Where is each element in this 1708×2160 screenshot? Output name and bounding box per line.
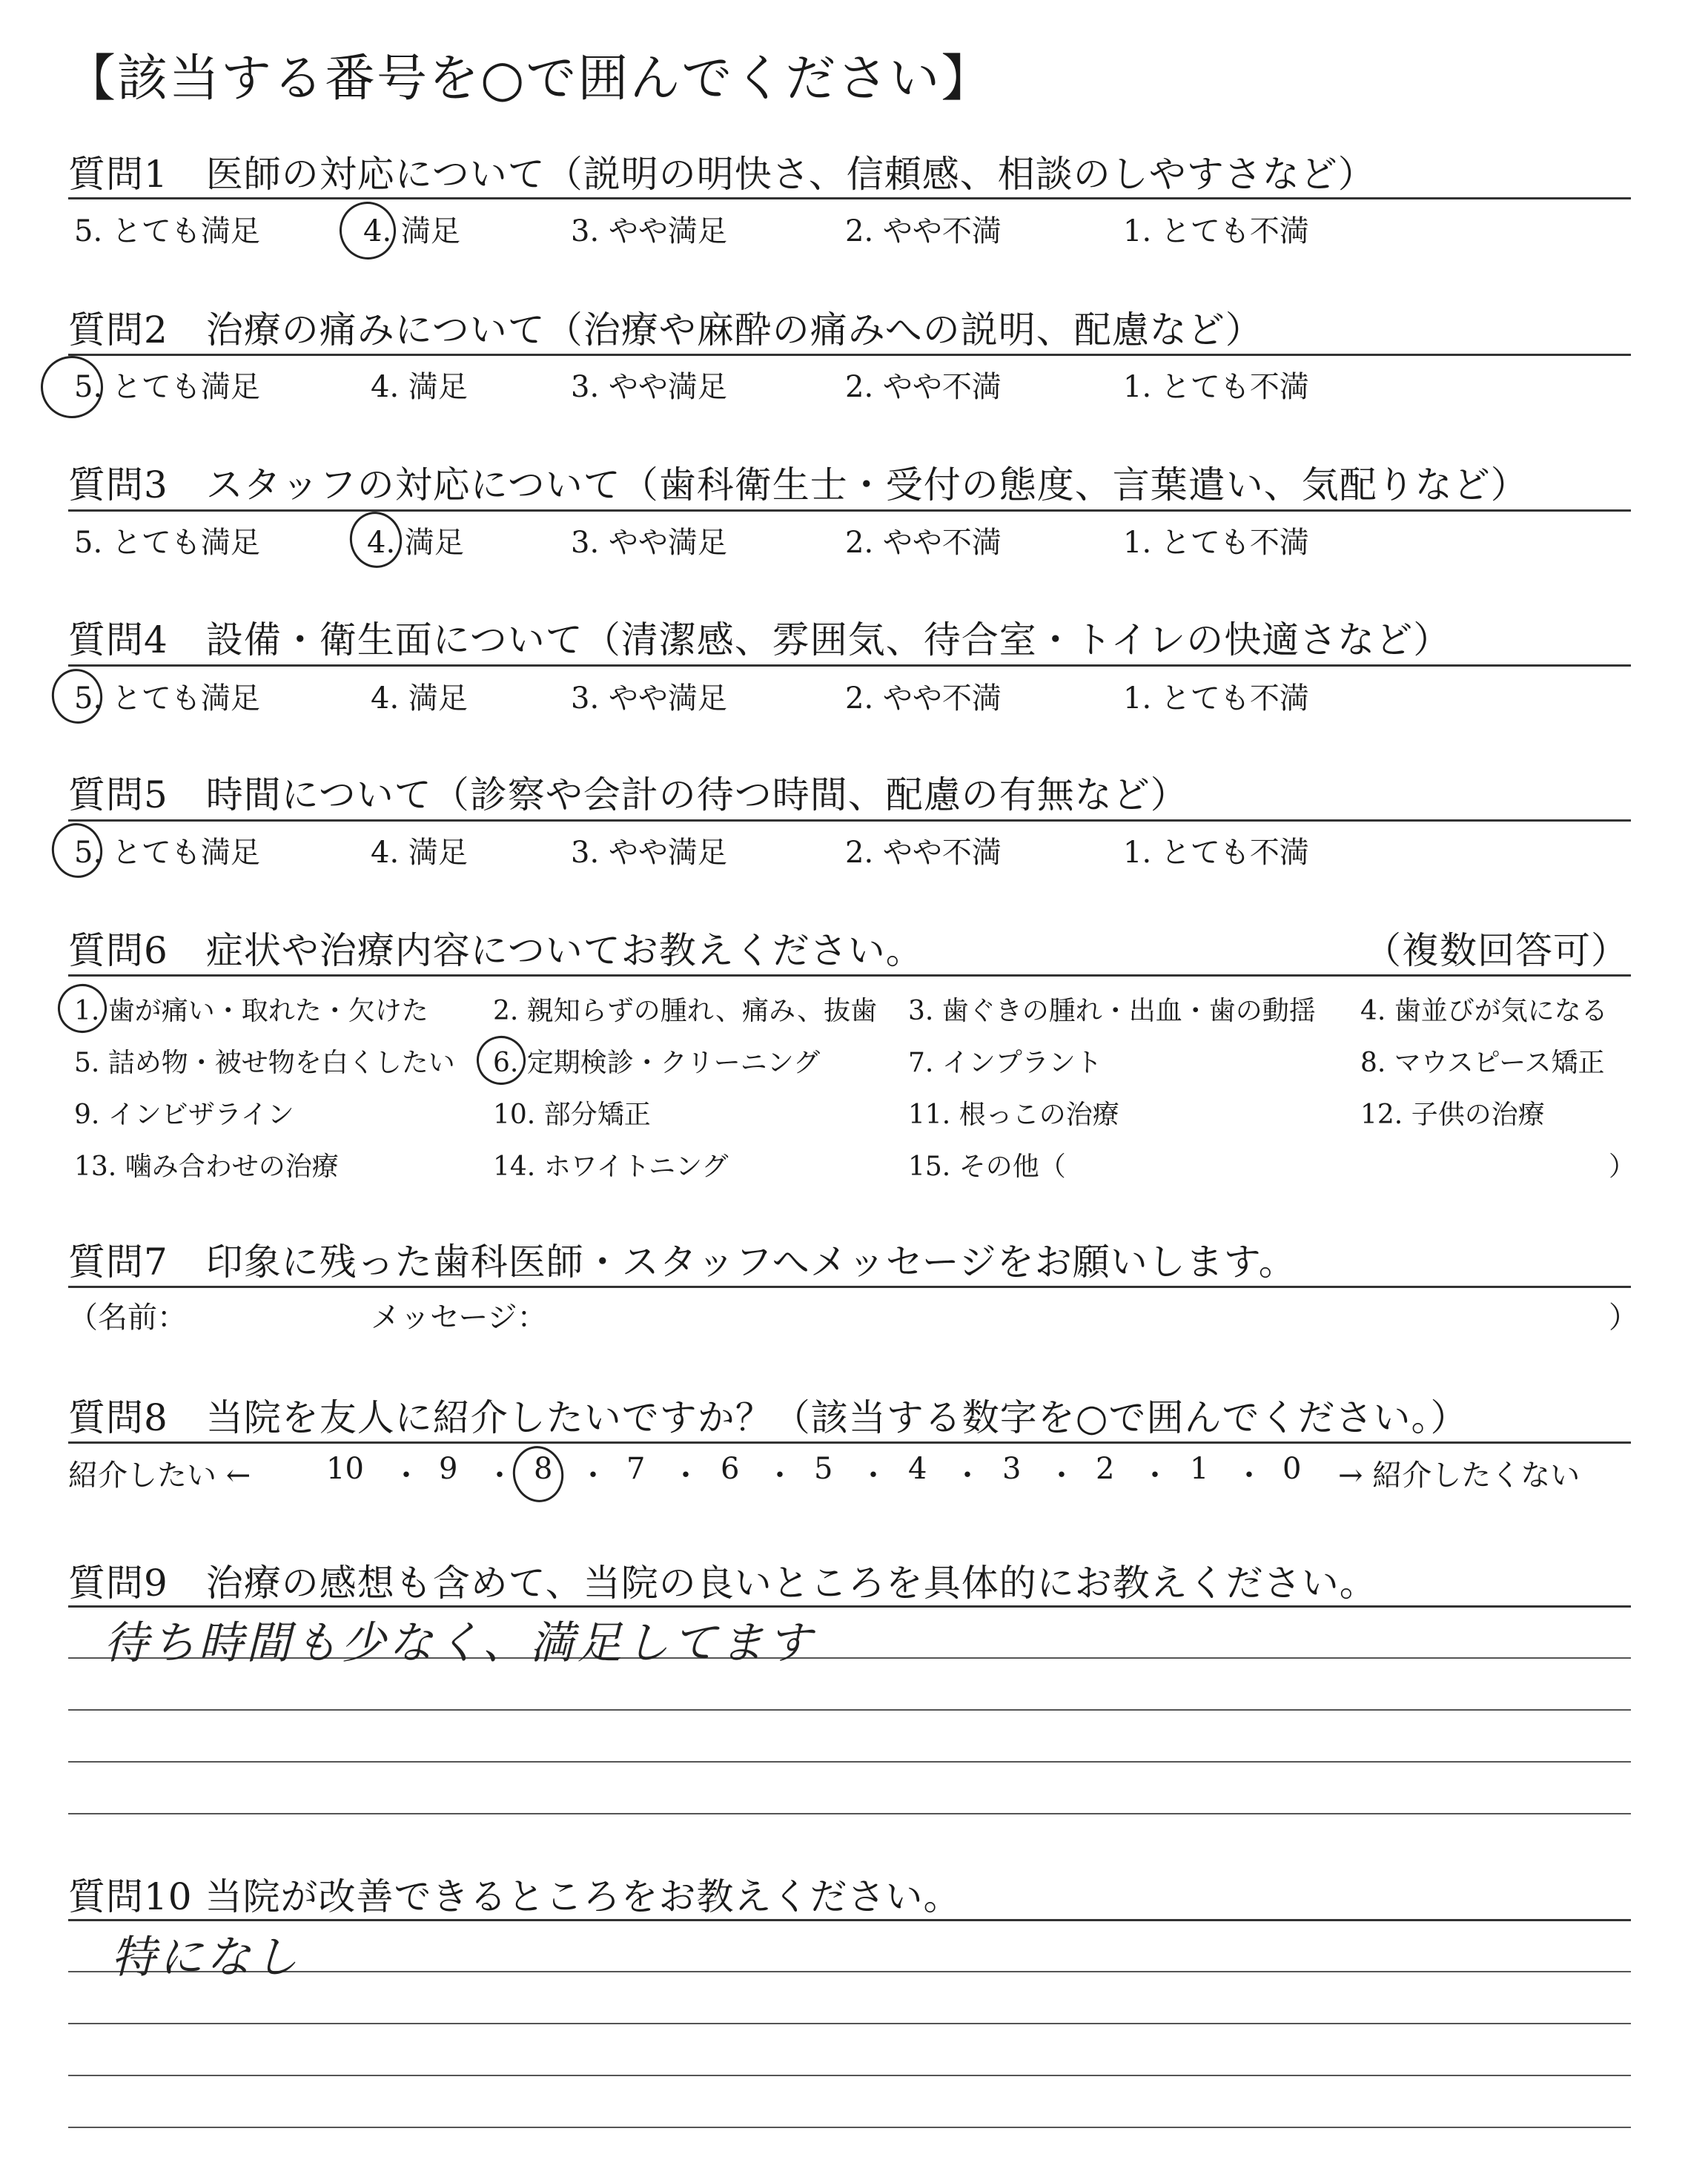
- q5-option-2[interactable]: 2. やや不満: [845, 836, 1002, 870]
- q10-handwritten-answer: 特になし: [111, 1932, 301, 1984]
- question-3-rule: [68, 509, 1631, 512]
- q8-scale-0[interactable]: 0: [1282, 1452, 1302, 1486]
- q8-separator: ・: [1234, 1459, 1264, 1493]
- q8-scale-3[interactable]: 3: [1002, 1452, 1022, 1486]
- q2-option-3[interactable]: 3. やや満足: [571, 370, 727, 404]
- question-7-rule: [68, 1286, 1631, 1288]
- q7-message-label: メッセージ：: [371, 1301, 547, 1335]
- question-2-title: 質問2 治療の痛みについて（治療や麻酔の痛みへの説明、配慮など）: [68, 308, 1263, 351]
- q8-scale-9[interactable]: 9: [439, 1452, 458, 1486]
- q6-option-2[interactable]: 2. 親知らずの腫れ、痛み、抜歯: [493, 996, 878, 1026]
- q6-option-5[interactable]: 5. 詰め物・被せ物を白くしたい: [74, 1048, 455, 1078]
- q3-option-1[interactable]: 1. とても不満: [1123, 526, 1309, 560]
- q8-separator: ・: [858, 1459, 888, 1493]
- q9-answer-line: [68, 1709, 1631, 1711]
- q4-option-4[interactable]: 4. 満足: [371, 681, 468, 716]
- q1-answer-circle: [334, 196, 402, 265]
- q8-separator: ・: [1140, 1459, 1170, 1493]
- q10-answer-line: [68, 1971, 1631, 1972]
- q7-close-paren: ）: [1609, 1301, 1638, 1335]
- q9-answer-line: [68, 1813, 1631, 1814]
- q8-scale-1[interactable]: 1: [1190, 1452, 1209, 1486]
- q4-option-1[interactable]: 1. とても不満: [1123, 681, 1309, 716]
- question-1-title: 質問1 医師の対応について（説明の明快さ、信頼感、相談のしやすさなど）: [68, 153, 1376, 196]
- question-1-rule: [68, 197, 1631, 199]
- q4-option-2[interactable]: 2. やや不満: [845, 681, 1002, 716]
- q1-option-3[interactable]: 3. やや満足: [571, 214, 727, 248]
- q8-scale-8[interactable]: 8: [534, 1452, 553, 1486]
- question-6-title: 質問6 症状や治療内容についてお教えください。: [68, 929, 924, 972]
- q8-answer-circle: [508, 1441, 569, 1507]
- question-8-rule: [68, 1441, 1631, 1444]
- q6-option-3[interactable]: 3. 歯ぐきの腫れ・出血・歯の動揺: [908, 996, 1316, 1026]
- q6-option-13[interactable]: 13. 噛み合わせの治療: [74, 1152, 339, 1182]
- question-6-rule: [68, 974, 1631, 977]
- q8-scale-7[interactable]: 7: [626, 1452, 646, 1486]
- q9-answer-line: [68, 1761, 1631, 1763]
- q1-option-5[interactable]: 5. とても満足: [74, 214, 260, 248]
- q3-option-2[interactable]: 2. やや不満: [845, 526, 1002, 560]
- q5-answer-circle: [47, 819, 107, 883]
- q6-option-14[interactable]: 14. ホワイトニング: [493, 1152, 729, 1182]
- q3-option-5[interactable]: 5. とても満足: [74, 526, 260, 560]
- q8-separator: ・: [1047, 1459, 1076, 1493]
- q5-option-3[interactable]: 3. やや満足: [571, 836, 727, 870]
- q10-answer-line: [68, 2127, 1631, 2128]
- question-2-rule: [68, 354, 1631, 356]
- question-8-title: 質問8 当院を友人に紹介したいですか？（該当する数字を○で囲んでください。）: [68, 1396, 1469, 1439]
- q6-option-10[interactable]: 10. 部分矯正: [493, 1100, 651, 1130]
- question-10-title: 質問10 当院が改善できるところをお教えください。: [68, 1875, 961, 1918]
- q8-scale-2[interactable]: 2: [1096, 1452, 1115, 1486]
- q6-answer-circle-1: [53, 980, 111, 1037]
- q6-option-11[interactable]: 11. 根っこの治療: [908, 1100, 1119, 1130]
- question-4-rule: [68, 664, 1631, 667]
- q2-option-2[interactable]: 2. やや不満: [845, 370, 1002, 404]
- q6-option-4[interactable]: 4. 歯並びが気になる: [1360, 996, 1608, 1026]
- q6-option-12[interactable]: 12. 子供の治療: [1360, 1100, 1545, 1130]
- form-header: 【該当する番号を○で囲んでください】: [65, 50, 993, 108]
- q8-scale-10[interactable]: 10: [326, 1452, 364, 1486]
- q8-scale-4[interactable]: 4: [908, 1452, 927, 1486]
- q6-option-7[interactable]: 7. インプラント: [908, 1048, 1102, 1078]
- q8-scale-5[interactable]: 5: [814, 1452, 833, 1486]
- q1-option-1[interactable]: 1. とても不満: [1123, 214, 1309, 248]
- question-5-title: 質問5 時間について（診察や会計の待つ時間、配慮の有無など）: [68, 773, 1188, 816]
- question-7-title: 質問7 印象に残った歯科医師・スタッフへメッセージをお願いします。: [68, 1241, 1297, 1284]
- q5-option-5[interactable]: 5. とても満足: [74, 836, 260, 870]
- question-3-title: 質問3 スタッフの対応について（歯科衛生士・受付の態度、言葉遣い、気配りなど）: [68, 463, 1529, 506]
- q2-option-1[interactable]: 1. とても不満: [1123, 370, 1309, 404]
- q6-option-9[interactable]: 9. インビザライン: [74, 1100, 294, 1130]
- q4-option-3[interactable]: 3. やや満足: [571, 681, 727, 716]
- q4-option-5[interactable]: 5. とても満足: [74, 681, 260, 716]
- q3-option-3[interactable]: 3. やや満足: [571, 526, 727, 560]
- q8-separator: ・: [578, 1459, 608, 1493]
- q6-option-8[interactable]: 8. マウスピース矯正: [1360, 1048, 1605, 1078]
- q6-option-15[interactable]: 15. その他（: [908, 1152, 1066, 1182]
- question-6-note: （複数回答可）: [1364, 929, 1629, 972]
- q6-option-6[interactable]: 6. 定期検診・クリーニング: [493, 1048, 821, 1078]
- q6-answer-circle-6: [472, 1031, 530, 1089]
- q8-separator: ・: [391, 1459, 421, 1493]
- q8-separator: ・: [765, 1459, 795, 1493]
- q8-scale-6[interactable]: 6: [721, 1452, 740, 1486]
- q7-name-label: （名前：: [68, 1301, 187, 1335]
- question-10-rule: [68, 1919, 1631, 1921]
- q10-answer-line: [68, 2023, 1631, 2024]
- q5-option-1[interactable]: 1. とても不満: [1123, 836, 1309, 870]
- question-9-title: 質問9 治療の感想も含めて、当院の良いところを具体的にお教えください。: [68, 1562, 1377, 1605]
- q10-answer-line: [68, 2075, 1631, 2076]
- q9-handwritten-answer: 待ち時間も少なく、満足してます: [104, 1617, 815, 1669]
- q6-option-1[interactable]: 1. 歯が痛い・取れた・欠けた: [74, 996, 428, 1026]
- q8-separator: ・: [485, 1459, 514, 1493]
- question-5-rule: [68, 819, 1631, 822]
- q8-separator: ・: [953, 1459, 982, 1493]
- question-4-title: 質問4 設備・衛生面について（清潔感、雰囲気、待合室・トイレの快適さなど）: [68, 618, 1452, 661]
- q2-option-5[interactable]: 5. とても満足: [74, 370, 260, 404]
- q5-option-4[interactable]: 4. 満足: [371, 836, 468, 870]
- q2-option-4[interactable]: 4. 満足: [371, 370, 468, 404]
- q8-separator: ・: [671, 1459, 701, 1493]
- q3-answer-circle: [345, 507, 407, 573]
- q1-option-4[interactable]: 4. 満足: [363, 214, 460, 248]
- q1-option-2[interactable]: 2. やや不満: [845, 214, 1002, 248]
- q4-answer-circle: [47, 664, 107, 729]
- q6-other-close-paren: ）: [1609, 1152, 1636, 1182]
- q2-answer-circle: [35, 350, 109, 424]
- q8-right-label: → 紹介したくない: [1338, 1459, 1580, 1493]
- q3-option-4[interactable]: 4. 満足: [367, 526, 464, 560]
- q8-left-label: 紹介したい ←: [68, 1459, 251, 1493]
